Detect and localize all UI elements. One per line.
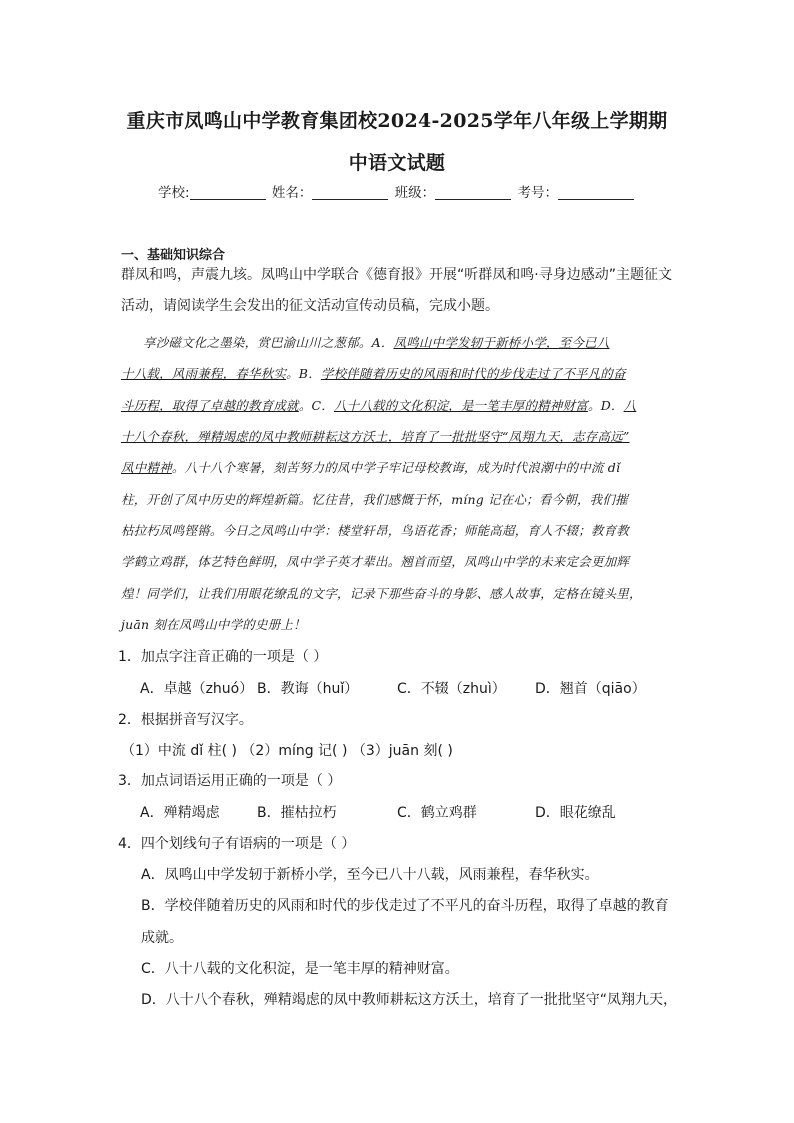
intro-line-2: 活动，请阅读学生会发出的征文活动宣传动员稿，完成小题。 [121,298,499,314]
q4-option-b[interactable]: B．学校伴随着历史的风雨和时代的步伐走过了不平凡的奋斗历程，取得了卓越的教育 [141,898,669,914]
q2-blanks-line[interactable]: （1）中流 dǐ 柱( ) （2）míng 记( ) （3）juān 刻( ) [121,743,453,759]
q4-option-b-cont[interactable]: 成就。 [141,930,183,946]
name-blank[interactable] [312,185,388,200]
passage-line-3 [121,396,681,414]
passage-line-7: 枯拉朽凤鸣铿锵。今日之凤鸣山中学：楼堂轩昂，鸟语花香；师能高超，育人不辍；教育教 [121,523,630,538]
exam-title-line-1: 重庆市凤鸣山中学教育集团校2024-2025学年八年级上学期期 [126,110,668,132]
passage-text: 。D． [588,398,624,413]
q3-option-b[interactable]: B．摧枯拉朽 [257,805,337,821]
underlined-sentence-d: 八 [623,398,637,413]
q1-option-b[interactable]: B．教诲（huǐ） [257,681,359,697]
exam-number-blank[interactable] [558,185,634,200]
school-blank[interactable] [190,185,266,200]
name-label: 姓名： [271,185,313,201]
q1-option-d[interactable]: D．翘首（qiāo） [535,681,646,697]
q4-option-d[interactable]: D．八十八个春秋，殚精竭虑的凤中教师耕耘这方沃土，培育了一批批坚守“凤翔九天， [141,992,678,1008]
passage-line-10: juān 刻在凤鸣山中学的史册上！ [121,617,306,632]
question-2-stem: 2．根据拼音写汉字。 [118,712,253,728]
q4-option-c[interactable]: C．八十八载的文化积淀，是一笔丰厚的精神财富。 [141,961,459,977]
underlined-sentence-b: 斗历程，取得了卓越的教育成就 [121,398,299,413]
passage-text: 。C． [298,398,334,413]
passage-line-9: 煌！同学们，让我们用眼花缭乱的文字，记录下那些奋斗的身影、感人故事，定格在镜头里， [121,586,642,601]
q3-option-a[interactable]: A．殚精竭虑 [140,805,220,821]
passage-line-1 [143,333,703,351]
passage-text: 。B． [286,366,321,381]
passage-line-2 [121,364,681,382]
question-4-stem: 4．四个划线句子有语病的一项是（ ） [118,836,356,852]
exam-title-line-2: 中语文试题 [348,152,446,174]
q3-option-d[interactable]: D．眼花缭乱 [535,805,616,821]
underlined-sentence-c: 八十八载的文化积淀，是一笔丰厚的精神财富 [333,398,588,413]
question-3-stem: 3．加点词语运用正确的一项是（ ） [118,773,342,789]
underlined-sentence-d: 凤中精神 [121,460,172,475]
passage-text: 。八十八个寒暑，刻苦努力的凤中学子牢记母校教诲，成为时代浪潮中的中流 dǐ [171,460,621,475]
intro-line-1: 群凤和鸣，声震九垓。凤鸣山中学联合《德育报》开展“听群凤和鸣·寻身边感动”主题征文 [121,267,672,283]
underlined-sentence-d: 十八个春秋，殚精竭虑的凤中教师耕耘这方沃土，培育了一批批坚守“凤翔九天，志存高远” [121,429,630,444]
passage-line-4 [121,427,681,445]
underlined-sentence-a: 凤鸣山中学发轫于新桥小学，至今已八 [393,335,610,350]
q1-option-c[interactable]: C．不辍（zhuì） [397,681,506,697]
passage-line-8: 学鹤立鸡群，体艺特色鲜明，凤中学子英才辈出。翘首而望，凤鸣山中学的未来定会更加辉 [121,554,630,569]
class-blank[interactable] [435,185,511,200]
exam-number-label: 考号： [517,185,558,201]
q1-option-a[interactable]: A．卓越（zhuó） [140,681,254,697]
school-label: 学校: [158,185,190,201]
q3-option-c[interactable]: C．鹤立鸡群 [397,805,477,821]
underlined-sentence-b: 学校伴随着历史的风雨和时代的步伐走过了不平凡的奋 [320,366,626,381]
question-1-stem: 1．加点字注音正确的一项是（ ） [118,649,328,665]
underlined-sentence-a: 十八载，风雨兼程，春华秋实 [121,366,287,381]
passage-line-6: 柱，开创了凤中历史的辉煌新篇。忆往昔，我们感慨于怀，míng 记在心；看今朝，我们摧 [121,492,628,507]
q4-option-a[interactable]: A．凤鸣山中学发轫于新桥小学，至今已八十八载，风雨兼程，春华秋实。 [141,867,599,883]
passage-text: 享沙磁文化之墨染，赏巴渝山川之葱郁。A． [143,335,394,350]
passage-line-5 [121,458,681,476]
class-label: 班级： [394,185,436,201]
section-heading: 一、基础知识综合 [121,248,226,263]
student-info-row [0,181,794,201]
